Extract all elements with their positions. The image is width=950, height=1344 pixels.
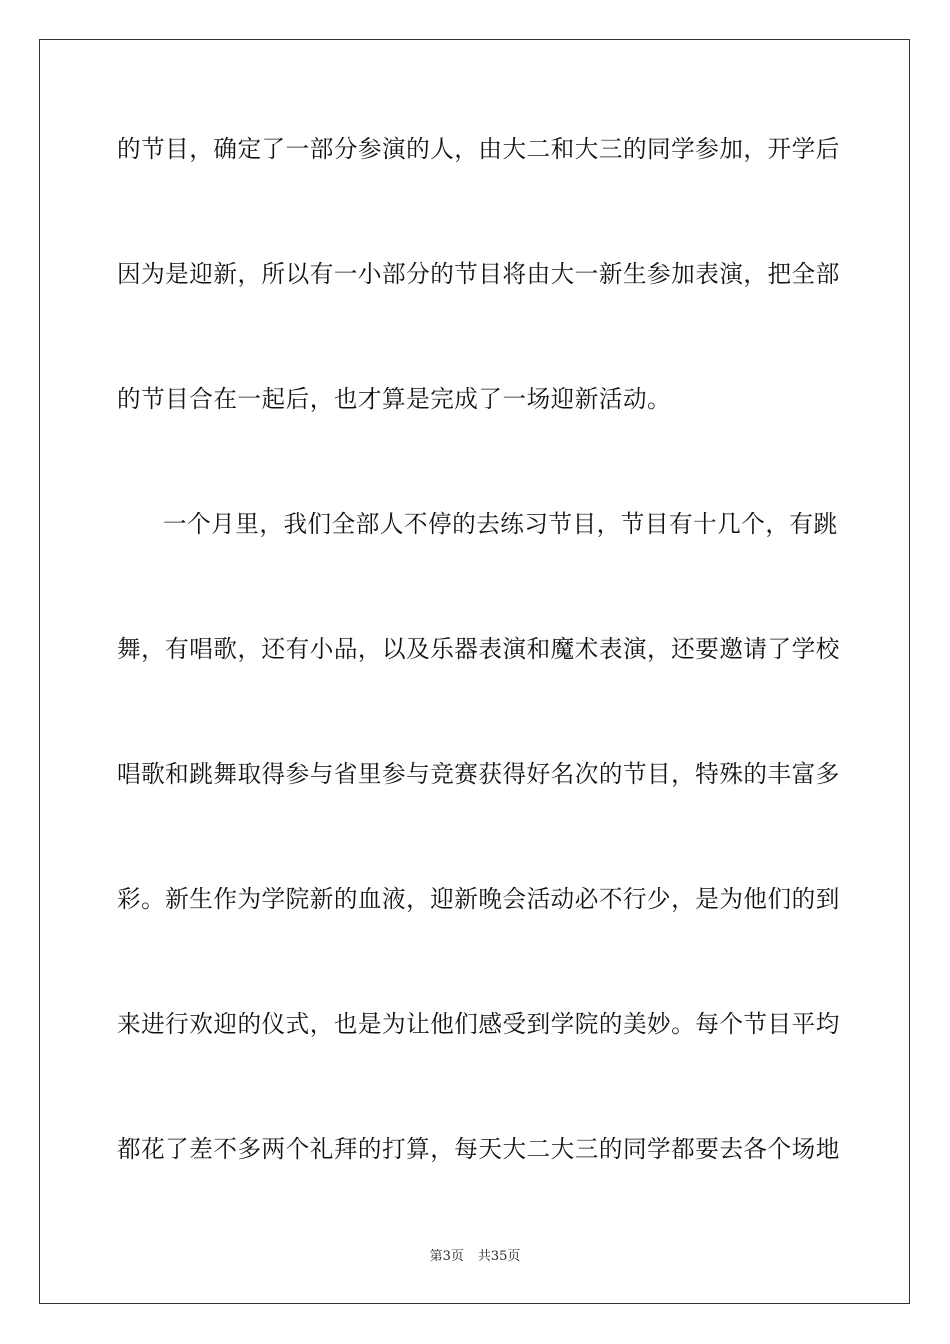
text-line: 的节目合在一起后，也才算是完成了一场迎新活动。 (117, 385, 672, 413)
text-line: 舞，有唱歌，还有小品，以及乐器表演和魔术表演，还要邀请了学校 (117, 635, 840, 663)
text-line: 的节目，确定了一部分参演的人，由大二和大三的同学参加，开学后 (117, 135, 840, 163)
text-line: 来进行欢迎的仪式，也是为让他们感受到学院的美妙。每个节目平均 (117, 1010, 840, 1038)
page-footer (0, 1248, 950, 1266)
page-number: 第3页 (429, 1249, 464, 1264)
text-line: 彩。新生作为学院新的血液，迎新晚会活动必不行少，是为他们的到 (117, 885, 840, 913)
text-line: 唱歌和跳舞取得参与省里参与竞赛获得好名次的节目，特殊的丰富多 (117, 760, 840, 788)
paragraph-start-line: 一个月里，我们全部人不停的去练习节目，节目有十几个，有跳 (163, 510, 838, 538)
text-line: 都花了差不多两个礼拜的打算，每天大二大三的同学都要去各个场地 (117, 1135, 840, 1163)
page-total: 共35页 (477, 1249, 521, 1264)
text-line: 因为是迎新，所以有一小部分的节目将由大一新生参加表演，把全部 (117, 260, 840, 288)
page-border (39, 39, 910, 1304)
